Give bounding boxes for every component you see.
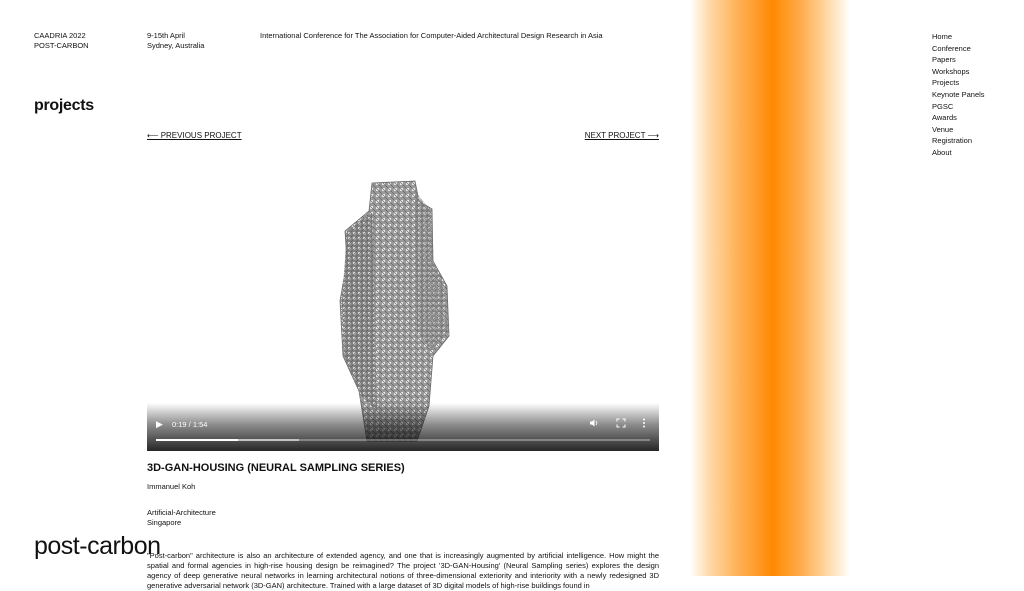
- next-project-link[interactable]: NEXT PROJECT ⟶: [584, 131, 659, 140]
- video-time: 0:19 / 1:54: [172, 420, 208, 429]
- site-name[interactable]: [34, 31, 89, 51]
- project-video-player[interactable]: [147, 151, 659, 451]
- play-icon[interactable]: ▶: [156, 419, 163, 429]
- conference-dates: [147, 31, 204, 51]
- previous-project-link[interactable]: ⟵ PREVIOUS PROJECT: [147, 131, 242, 140]
- conference-description: International Conference for The Association for Computer-Aided Architectural Design Research in Asia: [260, 31, 603, 40]
- nav-item-papers[interactable]: Papers: [932, 55, 956, 65]
- project-abstract: "Post-carbon" architecture is also an architecture of extended agency, and one that is increasingly augmented by artificial intelligence. How might the spatial and formal agencies in high-rise housing design be reimagined? The project '3D-GAN-Housing' (Neural Sampling series) explores the design agency of deep generative neural networks in learning architectural notions of three-dimensional exteriority and interiority with a newly redesigned 3D generative adversarial network (3D-GAN) architecture. Trained with a large dataset of 3D digital models of high-rise buildings found in: [147, 550, 659, 590]
- page-title: projects: [34, 97, 94, 114]
- video-controls: [147, 403, 659, 451]
- nav-item-home[interactable]: Home: [932, 32, 953, 41]
- nav-item-conference[interactable]: Conference: [932, 43, 971, 53]
- nav-item-venue[interactable]: Venue: [932, 124, 954, 134]
- orange-gradient-band: [690, 0, 850, 576]
- nav-item-awards[interactable]: Awards: [932, 113, 957, 123]
- main-nav: [932, 31, 985, 159]
- nav-item-keynote-panels[interactable]: Keynote Panels: [932, 89, 985, 99]
- project-author: Immanuel Koh: [147, 482, 196, 491]
- project-title: 3D-GAN-HOUSING (NEURAL SAMPLING SERIES): [147, 462, 405, 474]
- project-affiliation: [147, 508, 216, 528]
- dates-line2: Sydney, Australia: [147, 41, 205, 50]
- site-name-line2: POST-CARBON: [34, 41, 89, 50]
- volume-icon[interactable]: [589, 418, 599, 430]
- dates-line1: 9-15th April: [147, 31, 185, 40]
- affiliation-location: Singapore: [147, 518, 182, 527]
- fullscreen-icon[interactable]: [616, 418, 626, 430]
- post-carbon-tagline: post-carbon: [34, 532, 161, 560]
- nav-item-projects[interactable]: Projects: [932, 78, 960, 88]
- more-options-icon[interactable]: [642, 418, 646, 430]
- nav-item-pgsc[interactable]: PGSC: [932, 101, 954, 111]
- site-name-line1: CAADRIA 2022: [34, 31, 86, 40]
- nav-item-registration[interactable]: Registration: [932, 136, 973, 146]
- video-played-bar: [156, 439, 238, 441]
- nav-item-about[interactable]: About: [932, 147, 952, 157]
- affiliation-name: Artificial-Architecture: [147, 508, 216, 517]
- nav-item-workshops[interactable]: Workshops: [932, 66, 970, 76]
- video-progress-bar[interactable]: [156, 439, 650, 441]
